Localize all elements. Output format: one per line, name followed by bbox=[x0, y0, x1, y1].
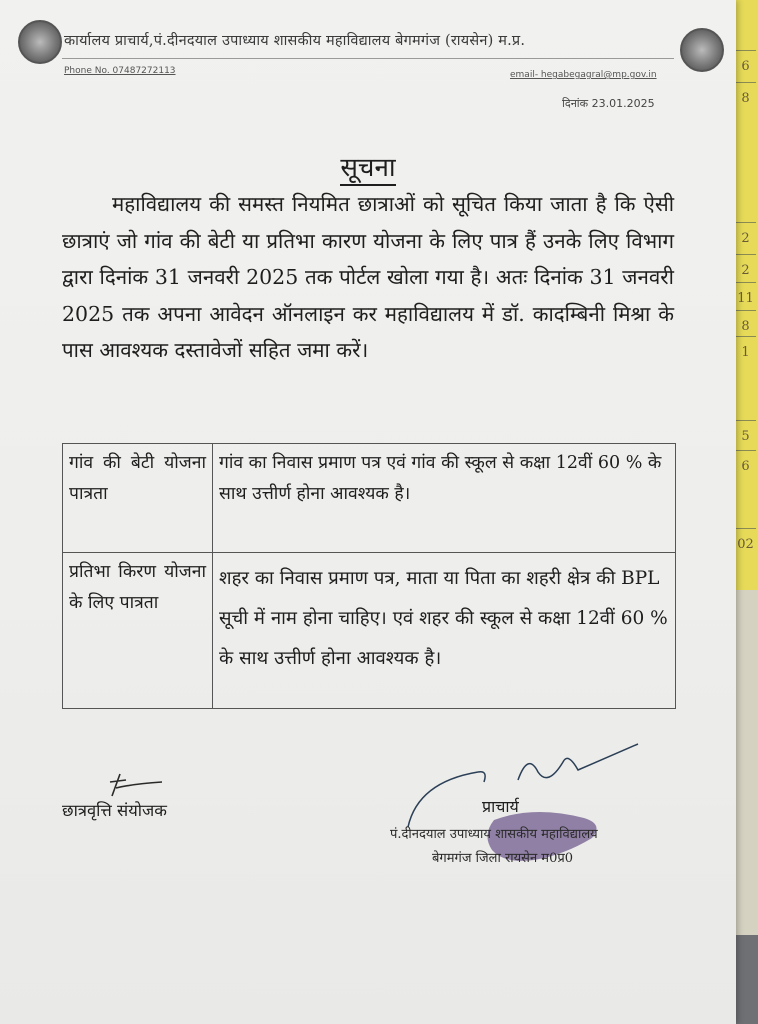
card-cell: 6 bbox=[735, 50, 756, 83]
principal-organization: पं.दीनदयाल उपाध्याय शासकीय महाविद्यालय bbox=[390, 827, 598, 842]
scheme-name: गांव की बेटी योजना पात्रता bbox=[63, 444, 213, 553]
table-row bbox=[63, 553, 676, 709]
notice-date: दिनांक 23.01.2025 bbox=[562, 97, 655, 110]
card-cell: 6 bbox=[735, 450, 756, 483]
notice-title: सूचना bbox=[340, 153, 395, 186]
card-cell: 8 bbox=[735, 310, 756, 343]
office-title: कार्यालय प्राचार्य,पं.दीनदयाल उपाध्याय शासकीय महाविद्यालय बेगमगंज (रायसेन) म.प्र. bbox=[64, 33, 526, 49]
principal-title: प्राचार्य bbox=[482, 797, 519, 816]
card-cell: 2 bbox=[735, 222, 756, 255]
coordinator-label: छात्रवृत्ति संयोजक bbox=[62, 801, 167, 820]
scheme-criteria: शहर का निवास प्रमाण पत्र, माता या पिता का शहरी क्षेत्र की BPL सूची में नाम होना चाहिए। एवं शहर की स्कूल से कक्षा 12वीं 60 % के साथ उत्तीर्ण होना आवश्यक है। bbox=[213, 553, 676, 709]
card-cell: 8 bbox=[735, 82, 756, 115]
notice-body: महाविद्यालय की समस्त नियमित छात्राओं को सूचित किया जाता है कि ऐसी छात्राएं जो गांव की बेटी या प्रतिभा कारण योजना के लिए पात्र हैं उनके लिए विभाग द्वारा दिनांक 31 जनवरी 2025 तक पोर्टल खोला गया है। अतः दिनांक 31 जनवरी 2025 तक अपना आवेदन ऑनलाइन कर महाविद्यालय में डॉ. कादम्बिनी मिश्रा के पास आवश्यक दस्तावेजों सहित जमा करें। bbox=[62, 192, 674, 362]
college-emblem-icon bbox=[18, 20, 62, 64]
principal-address: बेगमगंज जिला रायसेन म0प्र0 bbox=[432, 851, 574, 866]
email-address: email- hegabegagral@mp.gov.in bbox=[510, 70, 657, 80]
header-divider bbox=[62, 58, 674, 59]
notice-heading bbox=[0, 148, 736, 184]
card-cell: 11 bbox=[735, 282, 756, 315]
scheme-criteria: गांव का निवास प्रमाण पत्र एवं गांव की स्कूल से कक्षा 12वीं 60 % के साथ उत्तीर्ण होना आवश्यक है। bbox=[213, 444, 676, 553]
government-emblem-icon bbox=[680, 28, 724, 72]
card-cell: 5 bbox=[735, 420, 756, 453]
card-cell: 02 bbox=[735, 528, 756, 561]
phone-number: Phone No. 07487272113 bbox=[64, 66, 176, 76]
card-cell: 1 bbox=[735, 336, 756, 369]
background-paper-stack bbox=[735, 590, 758, 935]
eligibility-table bbox=[62, 443, 676, 709]
background-yellow-card bbox=[733, 0, 758, 590]
card-cell: 2 bbox=[735, 254, 756, 287]
coordinator-signature bbox=[92, 770, 182, 800]
table-row bbox=[63, 444, 676, 553]
scheme-name: प्रतिभा किरण योजना के लिए पात्रता bbox=[63, 553, 213, 709]
